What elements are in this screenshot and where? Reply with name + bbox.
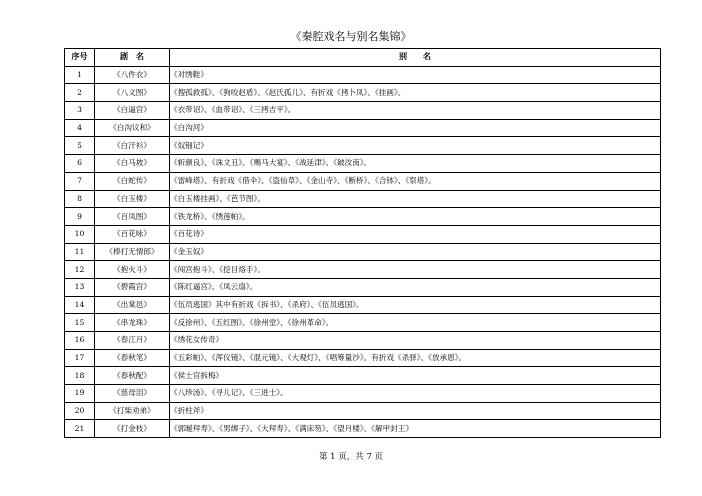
- row-number: 11: [65, 243, 95, 261]
- play-alias: 《五彩帕》、《浑仪镜》、《混元镜》、《大观灯》、《唱筹量沙》。有折戏《杀驿》、《放承恩》。: [170, 349, 661, 367]
- table-row: [65, 385, 661, 403]
- row-number: 8: [65, 190, 95, 208]
- row-number: 6: [65, 155, 95, 173]
- table-row: [65, 261, 661, 279]
- play-alias: 《侯士官拆梅》: [170, 367, 661, 385]
- play-name: 《八件衣》: [95, 66, 170, 84]
- row-number: 4: [65, 119, 95, 137]
- document-title: 《秦腔戏名与别名集锦》: [290, 30, 412, 43]
- play-name: 《慈母泪》: [95, 385, 170, 403]
- table-row: [65, 332, 661, 350]
- row-number: 2: [65, 84, 95, 102]
- row-number: 3: [65, 102, 95, 120]
- table-row: [65, 66, 661, 84]
- play-name: 《八义图》: [95, 84, 170, 102]
- table-row: [65, 402, 661, 420]
- play-name: 《白蛇传》: [95, 172, 170, 190]
- play-name: 《百花咏》: [95, 225, 170, 243]
- play-alias: 《衣带诏》、《血带诏》、《三拷吉平》。: [170, 102, 661, 120]
- header-play-name: 剧 名: [95, 49, 170, 67]
- table-row: [65, 84, 661, 102]
- table-row: [65, 102, 661, 120]
- play-alias: 《反徐州》、《五红图》、《徐州堂》、《徐州革命》。: [170, 314, 661, 332]
- play-name: 《打金枝》: [95, 420, 170, 438]
- row-number: 20: [65, 402, 95, 420]
- play-alias: 《折柱斧》: [170, 402, 661, 420]
- play-name: 《春江月》: [95, 332, 170, 350]
- table-row: [65, 349, 661, 367]
- row-number: 5: [65, 137, 95, 155]
- table-row: [65, 172, 661, 190]
- row-number: 16: [65, 332, 95, 350]
- row-number: 19: [65, 385, 95, 403]
- play-name: 《串龙珠》: [95, 314, 170, 332]
- header-alias: 别 名: [170, 49, 661, 67]
- play-name: 《棒打无情郎》: [95, 243, 170, 261]
- page-footer: 第 1 页，共 7 页: [318, 452, 384, 462]
- play-alias: 《奴钿记》: [170, 137, 661, 155]
- play-name: 《白玉楼》: [95, 190, 170, 208]
- table-row: [65, 296, 661, 314]
- row-number: 18: [65, 367, 95, 385]
- row-number: 15: [65, 314, 95, 332]
- play-alias: 《白沟河》: [170, 119, 661, 137]
- table-row: [65, 137, 661, 155]
- table-row: [65, 155, 661, 173]
- row-number: 10: [65, 225, 95, 243]
- row-number: 13: [65, 278, 95, 296]
- play-alias: 《八珍汤》、《寻儿记》、《三进士》。: [170, 385, 661, 403]
- play-name: 《白汗衫》: [95, 137, 170, 155]
- row-number: 14: [65, 296, 95, 314]
- play-name: 《白沟议和》: [95, 119, 170, 137]
- row-number: 7: [65, 172, 95, 190]
- row-number: 9: [65, 208, 95, 226]
- play-alias: 《郭暧拜寿》、《男绑子》、《大拜寿》、《满床笏》、《望月楼》、《解甲封王》: [170, 420, 661, 438]
- play-name: 《百凤图》: [95, 208, 170, 226]
- table-row: [65, 243, 661, 261]
- play-name: 《打柴劝弟》: [95, 402, 170, 420]
- play-alias: 《斩颜良》、《诛文丑》、《赐马大宴》、《战延津》、《破汝南》。: [170, 155, 661, 173]
- table-row: [65, 190, 661, 208]
- table-row: [65, 208, 661, 226]
- play-alias: 《百花诗》: [170, 225, 661, 243]
- play-name: 《抱火斗》: [95, 261, 170, 279]
- row-number: 17: [65, 349, 95, 367]
- play-alias-table: [64, 48, 661, 438]
- play-alias: 《伍员逃国》其中有折戏《拆书》、《杀府》、《伍员逃国》。: [170, 296, 661, 314]
- table-row: [65, 225, 661, 243]
- play-alias: 《陈红逼宫》、《凤云扇》。: [170, 278, 661, 296]
- table-row: [65, 367, 661, 385]
- table-header-row: [65, 49, 661, 67]
- play-name: 《白马坡》: [95, 155, 170, 173]
- play-alias: 《绣花女传奇》: [170, 332, 661, 350]
- row-number: 1: [65, 66, 95, 84]
- table-row: [65, 119, 661, 137]
- play-alias: 《雷峰塔》、有折戏《借伞》、《盗仙草》、《金山寺》、《断桥》、《合钵》、《祭塔》。: [170, 172, 661, 190]
- play-alias: 《对绣鞋》: [170, 66, 661, 84]
- play-name: 《白逼宫》: [95, 102, 170, 120]
- table-row: [65, 420, 661, 438]
- table-row: [65, 314, 661, 332]
- play-name: 《出棠邑》: [95, 296, 170, 314]
- play-alias: 《铁龙桥》、《绣莲帕》。: [170, 208, 661, 226]
- row-number: 21: [65, 420, 95, 438]
- play-alias: 《搜孤救孤》、《狗咬赵盾》、《赵氏孤儿》、有折戏《拷卜凤》、《挂画》。: [170, 84, 661, 102]
- play-name: 《碧霞宫》: [95, 278, 170, 296]
- row-number: 12: [65, 261, 95, 279]
- play-name: 《春秋笔》: [95, 349, 170, 367]
- play-name: 《春秋配》: [95, 367, 170, 385]
- header-number: 序号: [65, 49, 95, 67]
- play-alias: 《白玉楼挂画》、《芭节图》。: [170, 190, 661, 208]
- play-alias: 《金玉奴》: [170, 243, 661, 261]
- table-row: [65, 278, 661, 296]
- play-alias: 《闯宫抱斗》、《挖目烙手》。: [170, 261, 661, 279]
